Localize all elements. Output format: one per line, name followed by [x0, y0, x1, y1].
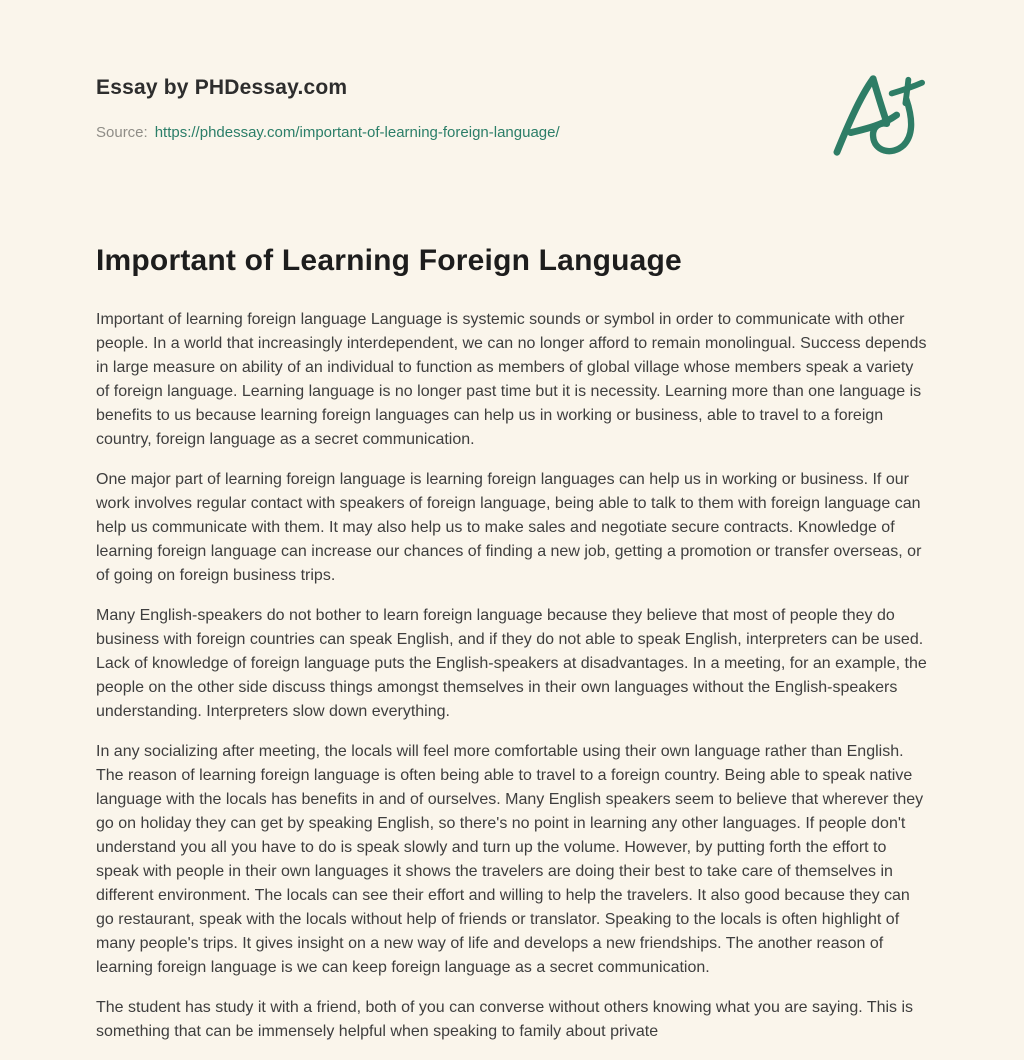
essay-paragraph-4: In any socializing after meeting, the locals will feel more comfortable using their own language rather than English. The reason of learning foreign language is often being able to travel to a foreign country. Being able to speak native language with the locals has benefits in and of ourselves. Many English speakers seem to believe that wherever they go on holiday they can get by speaking English, so there's no point in learning any other languages. If people don't understand you all you have to do is speak slowly and turn up the volume. However, by putting forth the effort to speak with people in their own languages it shows the travelers are doing their best to take care of themselves in different environment. The locals can see their effort and willing to help the travelers. It also good because they can go restaurant, speak with the locals without help of friends or translator. Speaking to the locals is often highlight of many people's trips. It gives insight on a new way of life and develops a new friendships. The another reason of learning foreign language is we can keep foreign language as a secret communication. [96, 743, 924, 976]
page-header [96, 76, 928, 160]
essay-paragraph-5: The student has study it with a friend, both of you can converse without others knowing what you are saying. This is something that can be immensely helpful when speaking to family about private [96, 999, 914, 1040]
source-label: Source: [96, 124, 148, 141]
header-text-block [96, 76, 560, 141]
source-url-text: https://phdessay.com/important-of-learning-foreign-language/ [154, 124, 560, 141]
a-plus-logo-icon [830, 70, 928, 160]
essay-paragraph-3: Many English-speakers do not bother to learn foreign language because they believe that most of people they do business with foreign countries can speak English, and if they do not able to speak English, interpreters can be used. Lack of knowledge of foreign language puts the English-speakers at disadvantages. In a meeting, for an example, the people on the other side discuss things amongst themselves in their own languages without the English-speakers understanding. Interpreters slow down everything. [96, 607, 927, 720]
essay-paragraph-2: One major part of learning foreign language is learning foreign languages can help us in working or business. If our work involves regular contact with speakers of foreign language, being able to talk to them with foreign language can help us communicate with them. It may also help us to make sales and negotiate secure contracts. Knowledge of learning foreign language can increase our chances of finding a new job, getting a promotion or transfer overseas, or of going on foreign business trips. [96, 471, 922, 584]
source-url-link[interactable] [155, 124, 560, 141]
essay-title: Important of Learning Foreign Language [96, 244, 682, 277]
byline: Essay by PHDessay.com [96, 76, 348, 99]
essay-body [96, 308, 928, 1044]
source-row [96, 124, 560, 141]
essay-paragraph-1: Important of learning foreign language Language is systemic sounds or symbol in order to communicate with other people. In a world that increasingly interdependent, we can no longer afford to remain monolingual. Success depends in large measure on ability of an individual to function as members of global village whose members speak a variety of foreign language. Learning language is no longer past time but it is necessity. Learning more than one language is benefits to us because learning foreign languages can help us in working or business, able to travel to a foreign country, foreign language as a secret communication. [96, 311, 927, 448]
